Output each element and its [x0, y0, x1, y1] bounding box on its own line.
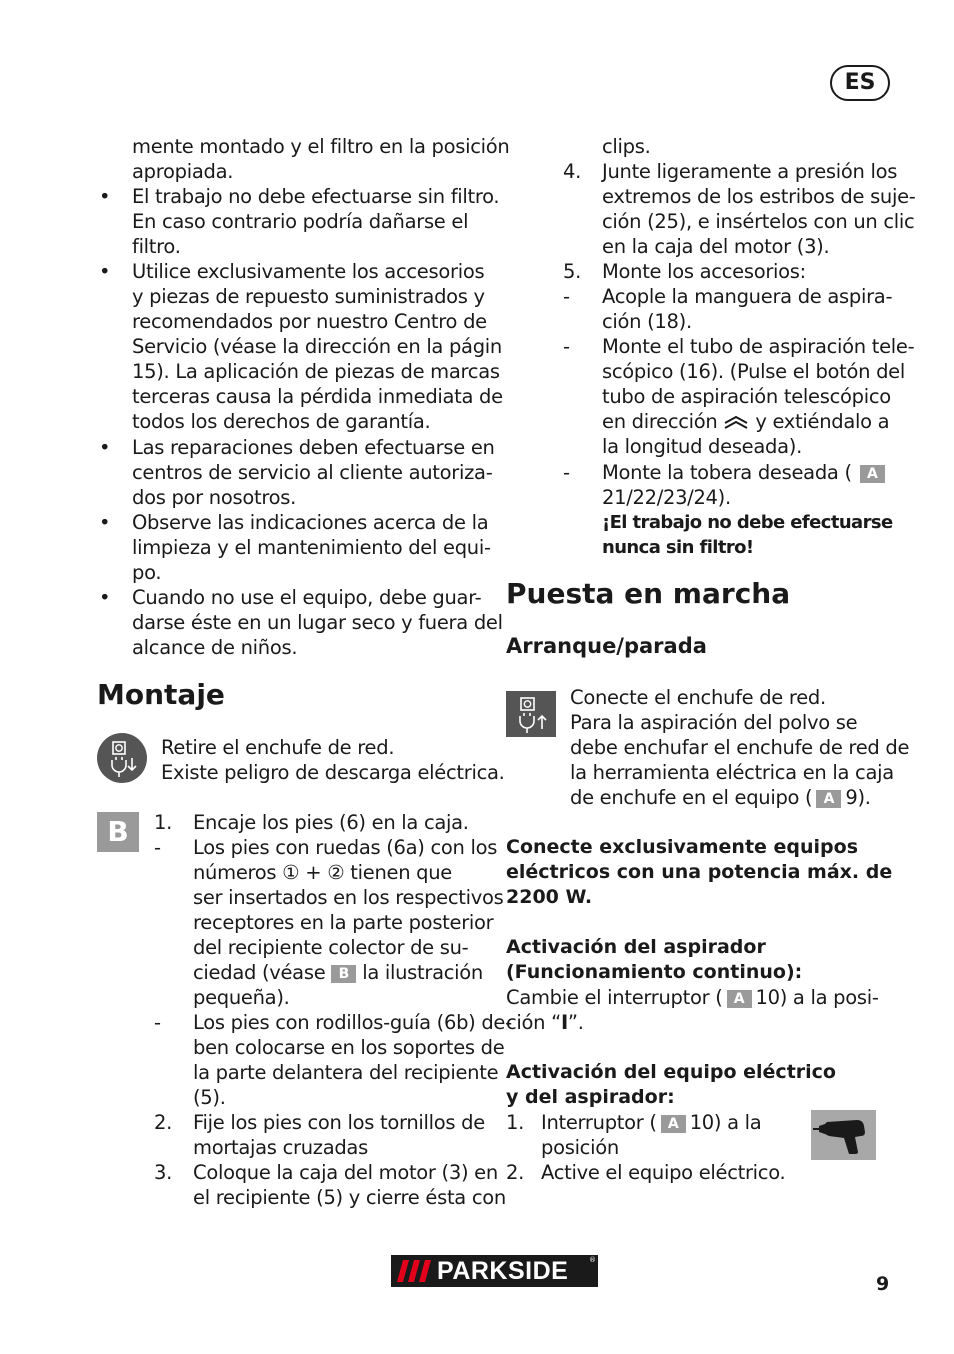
- step-1-number: 1.: [154, 811, 173, 834]
- dash-2-line-1: Los pies con rodillos-guía (6b) de-: [193, 1011, 512, 1034]
- unplug-line-1: Retire el enchufe de red.: [161, 736, 395, 759]
- activation-1-line-4: [506, 1010, 584, 1035]
- power-line-1: Conecte exclusivamente equipos: [506, 836, 859, 858]
- activation-1-line-3-a: Cambie el interruptor (: [506, 986, 723, 1009]
- bullet-5-line-1: Cuando no use el equipo, debe guar-: [132, 586, 482, 609]
- page-number: 9: [876, 1273, 890, 1295]
- dash-marker: -: [563, 335, 570, 358]
- step-2-number: 2.: [154, 1111, 173, 1134]
- r-dash-3-line-1: [602, 460, 885, 485]
- r-dash-3-line-2: 21/22/23/24).: [602, 486, 731, 509]
- activation-2-step-1-line-1: [541, 1110, 761, 1135]
- power-line-2: eléctricos con una potencia máx. de: [506, 861, 893, 883]
- r-dash-2-line-4: [602, 409, 889, 436]
- activation-2-step-1-line-2: posición: [541, 1136, 619, 1159]
- montaje-heading: Montaje: [97, 678, 225, 711]
- puesta-heading: Puesta en marcha: [506, 577, 791, 610]
- step-3-number: 3.: [154, 1161, 173, 1184]
- bullet-4-line-1: Observe las indicaciones acerca de la: [132, 511, 489, 534]
- bullet-1-line-3: filtro.: [132, 235, 181, 258]
- intro-line-1: mente montado y el filtro en la posición: [132, 135, 510, 158]
- bullet-2-line-2: y piezas de repuesto suministrados y: [132, 285, 485, 308]
- step-4-number: 4.: [563, 160, 582, 183]
- figure-a-chip: A: [816, 790, 841, 808]
- bullet-2-line-7: todos los derechos de garantía.: [132, 410, 431, 433]
- activation-1-line-4-a: ción “: [506, 1011, 561, 1034]
- dash-marker: -: [563, 285, 570, 308]
- figure-a-chip: A: [860, 465, 885, 483]
- power-tool-icon: [811, 1110, 876, 1160]
- step-2-line-2: mortajas cruzadas: [193, 1136, 368, 1159]
- bullet-2-line-1: Utilice exclusivamente los accesorios: [132, 260, 485, 283]
- r-dash-1-line-2: ción (18).: [602, 310, 692, 333]
- step-2-line-1: Fije los pies con los tornillos de: [193, 1111, 485, 1134]
- dash-marker: -: [154, 1011, 161, 1034]
- activation-1-heading-line-2: (Funcionamiento continuo):: [506, 961, 803, 983]
- registered-mark: ®: [589, 1256, 596, 1264]
- dash-1-line-2: números ① + ② tienen que: [193, 861, 452, 884]
- plug-line-5: [570, 785, 871, 810]
- plug-in-icon: [506, 691, 556, 737]
- activation-2-heading-line-2: y del aspirador:: [506, 1086, 675, 1108]
- r-dash-2-line-4-a: en dirección: [602, 410, 718, 433]
- plug-line-2: Para la aspiración del polvo se: [570, 711, 858, 734]
- step-4-line-1: Junte ligeramente a presión los: [602, 160, 898, 183]
- parkside-logo: [391, 1255, 598, 1287]
- figure-a-chip: A: [661, 1115, 686, 1133]
- activation-1-line-4-c: ”.: [567, 1011, 584, 1034]
- bullet-1-line-2: En caso contrario podría dañarse el: [132, 210, 469, 233]
- figure-b-marker: B: [97, 812, 139, 852]
- continued-line: clips.: [602, 135, 651, 158]
- bullet-marker: •: [99, 511, 111, 534]
- dash-2-line-3: la parte delantera del recipiente: [193, 1061, 499, 1084]
- bullet-marker: •: [99, 260, 111, 283]
- unplug-icon: [97, 733, 147, 783]
- step-4-line-3: ción (25), e insértelos con un clic: [602, 210, 915, 233]
- activation-2-heading-line-1: Activación del equipo eléctrico: [506, 1061, 836, 1083]
- warning-line-1: ¡El trabajo no debe efectuarse: [602, 512, 893, 533]
- plug-line-1: Conecte el enchufe de red.: [570, 686, 826, 709]
- dash-1-line-7: pequeña).: [193, 986, 290, 1009]
- language-badge: ES: [830, 65, 890, 101]
- dash-1-line-1: Los pies con ruedas (6a) con los: [193, 836, 498, 859]
- step-4-line-4: en la caja del motor (3).: [602, 235, 830, 258]
- bullet-marker: •: [99, 185, 111, 208]
- step-3-line-2: el recipiente (5) y cierre ésta con: [193, 1186, 506, 1209]
- r-dash-2-line-5: la longitud deseada).: [602, 435, 802, 458]
- figure-a-chip: A: [727, 990, 752, 1008]
- bullet-3-line-2: centros de servicio al cliente autoriza-: [132, 461, 493, 484]
- step-5-number: 5.: [563, 260, 582, 283]
- dash-2-line-2: ben colocarse en los soportes de: [193, 1036, 505, 1059]
- activation-2-step-1-b: 10) a la: [689, 1111, 762, 1134]
- extend-direction-icon: [723, 411, 749, 436]
- bullet-3-line-1: Las reparaciones deben efectuarse en: [132, 436, 495, 459]
- bullet-5-line-3: alcance de niños.: [132, 636, 298, 659]
- step-1-text: Encaje los pies (6) en la caja.: [193, 811, 469, 834]
- bullet-1-line-1: El trabajo no debe efectuarse sin filtro.: [132, 185, 500, 208]
- dash-1-line-5: del recipiente colector de su-: [193, 936, 469, 959]
- dash-marker: -: [154, 836, 161, 859]
- activation-2-step-2-number: 2.: [506, 1161, 525, 1184]
- activation-1-line-4-b: I: [560, 1011, 568, 1034]
- activation-2-step-1-number: 1.: [506, 1111, 525, 1134]
- figure-b-chip: B: [331, 965, 356, 983]
- bullet-3-line-3: dos por nosotros.: [132, 486, 296, 509]
- r-dash-2-line-1: Monte el tubo de aspiración tele-: [602, 335, 915, 358]
- plug-line-4: la herramienta eléctrica en la caja: [570, 761, 894, 784]
- bullet-2-line-3: recomendados por nuestro Centro de: [132, 310, 487, 333]
- activation-1-line-3: [506, 985, 879, 1010]
- dash-1-line-3: ser insertados en los respectivos: [193, 886, 504, 909]
- bullet-marker: •: [99, 436, 111, 459]
- parkside-logo-text: PARKSIDE: [437, 1257, 569, 1285]
- arranque-heading: Arranque/parada: [506, 634, 707, 658]
- bullet-4-line-2: limpieza y el mantenimiento del equi-: [132, 536, 491, 559]
- dash-1-line-4: receptores en la parte posterior: [193, 911, 494, 934]
- r-dash-2-line-3: tubo de aspiración telescópico: [602, 385, 891, 408]
- bullet-marker: •: [99, 586, 111, 609]
- dash-1-line-6: [193, 960, 483, 985]
- activation-1-heading-line-1: Activación del aspirador: [506, 936, 766, 958]
- activation-1-line-3-b: 10) a la posi-: [755, 986, 879, 1009]
- bullet-2-line-6: terceras causa la pérdida inmediata de: [132, 385, 503, 408]
- power-line-3: 2200 W.: [506, 886, 593, 908]
- unplug-line-2: Existe peligro de descarga eléctrica.: [161, 761, 505, 784]
- activation-2-step-1-a: Interruptor (: [541, 1111, 657, 1134]
- dash-1-line-6-a: ciedad (véase: [193, 961, 326, 984]
- plug-line-3: debe enchufar el enchufe de red de: [570, 736, 910, 759]
- r-dash-2-line-4-b: y extiéndalo a: [755, 410, 890, 433]
- step-3-line-1: Coloque la caja del motor (3) en: [193, 1161, 498, 1184]
- bullet-2-line-5: 15). La aplicación de piezas de marcas: [132, 360, 500, 383]
- dash-2-line-4: (5).: [193, 1086, 226, 1109]
- dash-1-line-6-b: la ilustración: [362, 961, 483, 984]
- plug-line-5-a: de enchufe en el equipo (: [570, 786, 813, 809]
- bullet-4-line-3: po.: [132, 561, 162, 584]
- dash-marker: -: [563, 461, 570, 484]
- activation-2-step-2-text: Active el equipo eléctrico.: [541, 1161, 786, 1184]
- r-dash-1-line-1: Acople la manguera de aspira-: [602, 285, 893, 308]
- step-5-text: Monte los accesorios:: [602, 260, 806, 283]
- bullet-5-line-2: darse éste en un lugar seco y fuera del: [132, 611, 503, 634]
- bullet-2-line-4: Servicio (véase la dirección en la págin: [132, 335, 502, 358]
- intro-line-2: apropiada.: [132, 160, 234, 183]
- step-4-line-2: extremos de los estribos de suje-: [602, 185, 916, 208]
- r-dash-3-line-1-a: Monte la tobera deseada (: [602, 461, 852, 484]
- r-dash-2-line-2: scópico (16). (Pulse el botón del: [602, 360, 905, 383]
- plug-line-5-b: 9).: [845, 786, 871, 809]
- warning-line-2: nunca sin filtro!: [602, 537, 754, 558]
